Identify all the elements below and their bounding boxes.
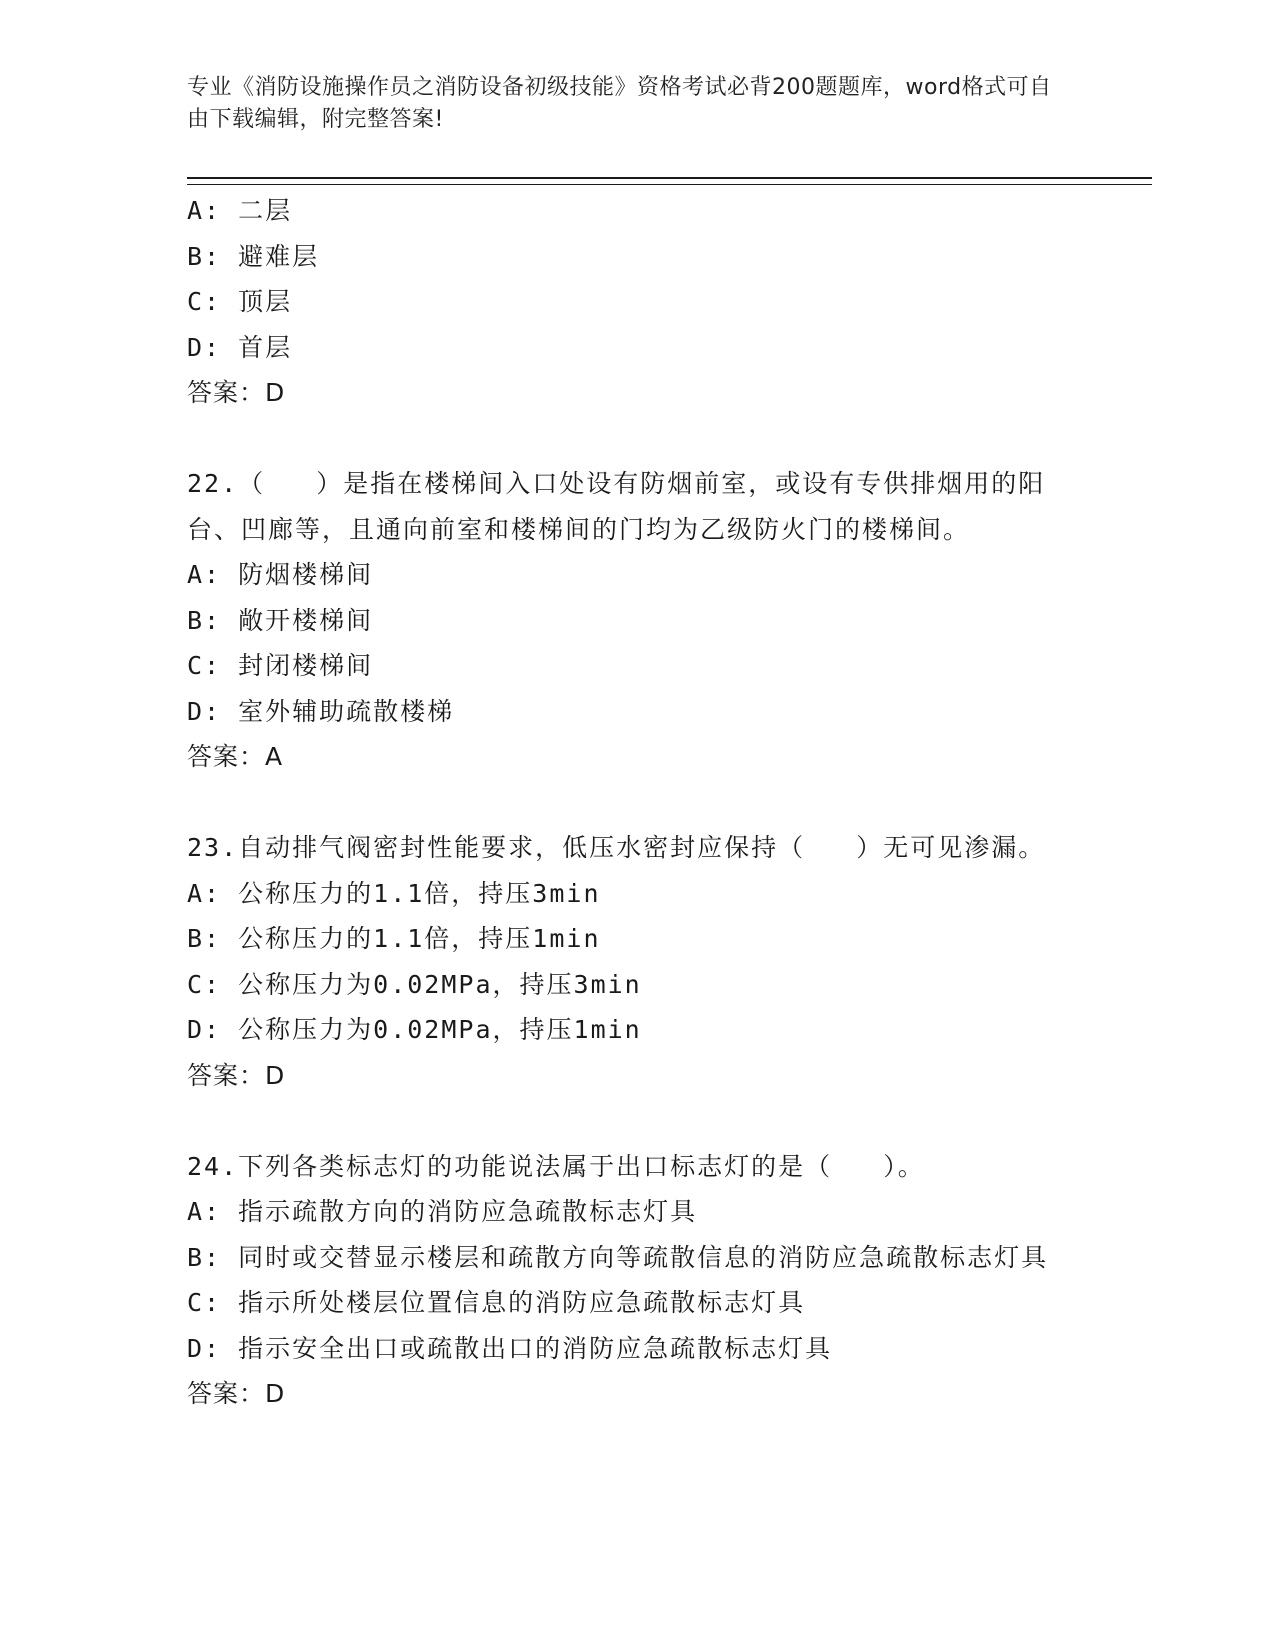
option-a: A: 公称压力的1.1倍，持压3min: [187, 878, 601, 908]
answer-line: 答案：D: [187, 378, 286, 407]
spacer: [187, 1098, 1087, 1144]
prev-question-block: [187, 188, 1087, 416]
option-a: A: 防烟楼梯间: [187, 560, 374, 589]
option-d: D: 室外辅助疏散楼梯: [187, 696, 455, 726]
header-divider: [187, 177, 1152, 185]
option-c: C: 指示所处楼层位置信息的消防应急疏散标志灯具: [187, 1288, 806, 1317]
question-block-24: [187, 1144, 1087, 1417]
question-stem: 24.下列各类标志灯的功能说法属于出口标志灯的是（ ）。: [187, 1151, 925, 1181]
question-block-22: [187, 461, 1087, 780]
option-d: D: 公称压力为0.02MPa，持压1min: [187, 1015, 642, 1044]
option-d: D: 首层: [187, 332, 293, 362]
spacer: [187, 780, 1087, 826]
option-c: C: 公称压力为0.02MPa，持压3min: [187, 969, 642, 999]
option-b: B: 公称压力的1.1倍，持压1min: [187, 924, 601, 953]
question-stem: 22.（ ）是指在楼梯间入口处设有防烟前室，或设有专供排烟用的阳台、凹廊等，且通向前室和楼梯间的门均为乙级防火门的楼梯间。: [187, 469, 1046, 544]
question-stem: 23.自动排气阀密封性能要求，低压水密封应保持（ ）无可见渗漏。: [187, 833, 1046, 862]
answer-line: 答案：A: [187, 742, 284, 771]
answer-line: 答案：D: [187, 1060, 286, 1090]
option-b: B: 敞开楼梯间: [187, 605, 374, 635]
option-b: B: 避难层: [187, 241, 320, 271]
option-a: A: 二层: [187, 196, 293, 225]
option-b: B: 同时或交替显示楼层和疏散方向等疏散信息的消防应急疏散标志灯具: [187, 1242, 1049, 1272]
answer-line: 答案：D: [187, 1379, 286, 1408]
option-a: A: 指示疏散方向的消防应急疏散标志灯具: [187, 1197, 698, 1226]
option-c: C: 顶层: [187, 287, 293, 316]
question-block-23: [187, 825, 1087, 1098]
option-d: D: 指示安全出口或疏散出口的消防应急疏散标志灯具: [187, 1333, 833, 1363]
option-c: C: 封闭楼梯间: [187, 651, 374, 680]
page-header: 专业《消防设施操作员之消防设备初级技能》资格考试必背200题题库，word格式可自由下载编辑，附完整答案!: [187, 75, 1052, 132]
spacer: [187, 416, 1087, 462]
question-content: [187, 188, 1087, 1417]
